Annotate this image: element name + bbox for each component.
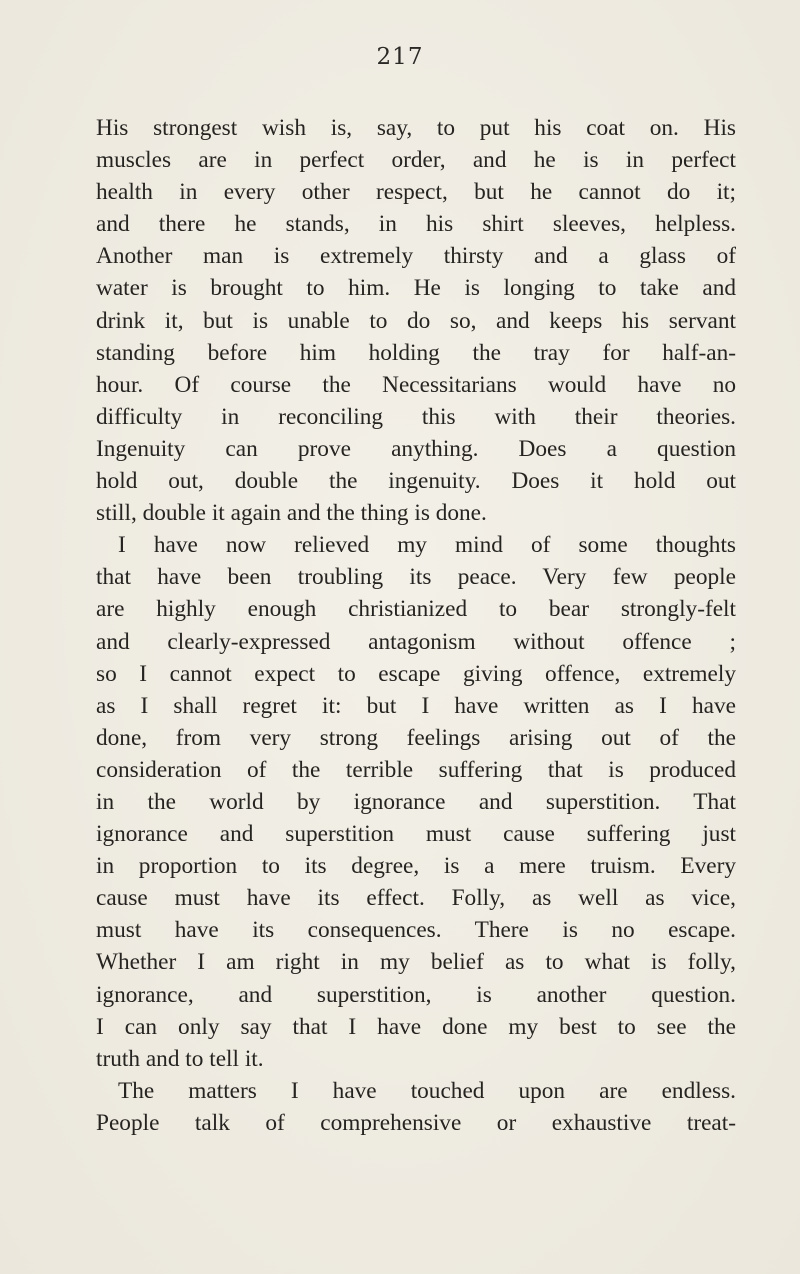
text-line: I can only say that I have done my best to see the [96,1013,736,1040]
text-line: still, double it again and the thing is done. [96,500,487,527]
text-line: difficulty in reconciling this with their theories. [96,403,736,430]
text-line: drink it, but is unable to do so, and keeps his servant [96,307,736,334]
text-line: that have been troubling its peace. Very few people [96,564,736,591]
text-line: The matters I have touched upon are endless. [118,1077,736,1104]
text-line: hour. Of course the Necessitarians would have no [96,371,736,398]
text-line: His strongest wish is, say, to put his coat on. His [96,115,736,141]
body-text [96,112,736,1139]
text-line: done, from very strong feelings arising out of the [96,724,736,751]
text-line: truth and to tell it. [96,1045,264,1072]
text-line: health in every other respect, but he cannot do it; [96,179,736,206]
text-line: as I shall regret it: but I have written as I have [96,692,736,719]
text-line: cause must have its effect. Folly, as well as vice, [96,885,736,912]
text-line: ignorance and superstition must cause suffering just [96,821,736,848]
text-line: water is brought to him. He is longing to take and [96,275,736,302]
text-line: I have now relieved my mind of some thoughts [118,532,736,559]
text-line: in the world by ignorance and superstition. That [96,788,736,815]
text-line: muscles are in perfect order, and he is in perfect [96,147,736,174]
text-line: Ingenuity can prove anything. Does a question [96,435,736,462]
text-line: Another man is extremely thirsty and a glass of [96,243,736,270]
text-line: People talk of comprehensive or exhaustive treat- [96,1109,736,1136]
text-line: in proportion to its degree, is a mere truism. Every [96,853,736,880]
text-line: Whether I am right in my belief as to what is folly, [96,949,736,976]
text-line: and there he stands, in his shirt sleeves, helpless. [96,211,736,238]
page-number: 217 [376,44,424,70]
text-line: standing before him holding the tray for half-an- [96,339,736,366]
text-line: must have its consequences. There is no escape. [96,917,736,944]
text-line: so I cannot expect to escape giving offence, extremely [96,660,736,687]
text-line: are highly enough christianized to bear strongly-felt [96,596,736,623]
text-line: hold out, double the ingenuity. Does it hold out [96,468,736,495]
text-line: and clearly-expressed antagonism without offence ; [96,628,736,655]
text-line: consideration of the terrible suffering that is produced [96,756,736,783]
text-line: ignorance, and superstition, is another question. [96,981,736,1008]
